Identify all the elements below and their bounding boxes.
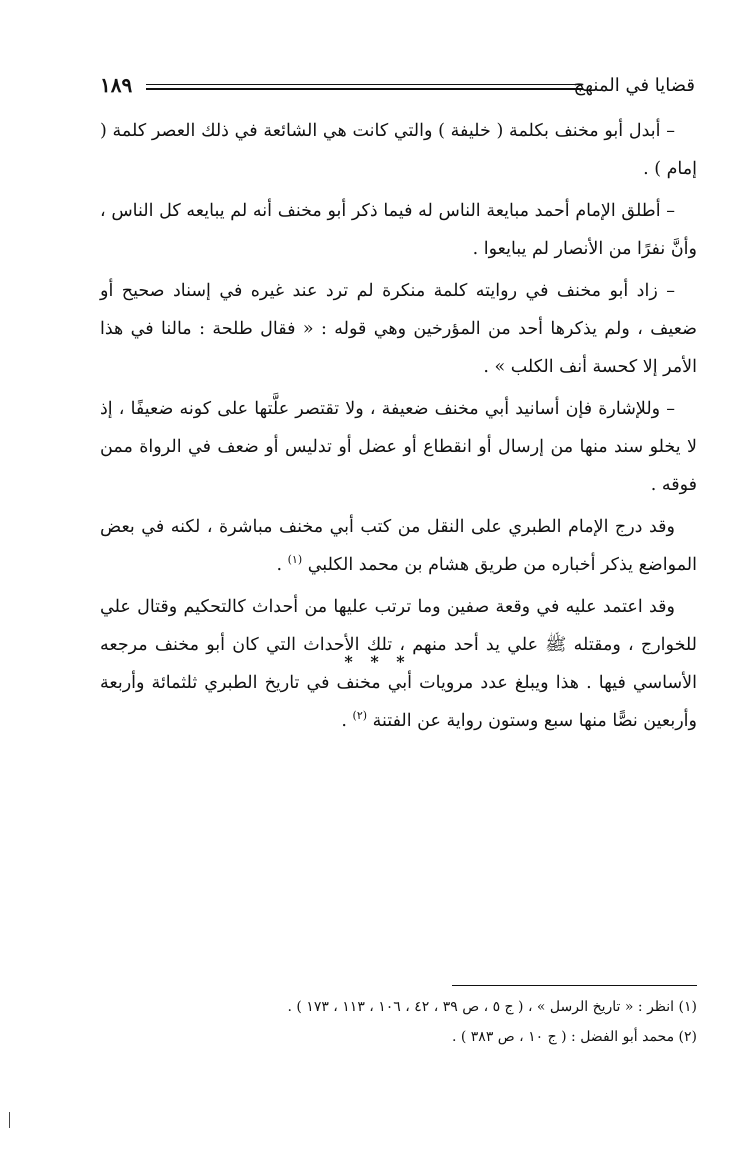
page-header	[100, 70, 695, 104]
scan-margin-mark	[9, 1112, 10, 1128]
page-number: ١٨٩	[100, 73, 133, 97]
body-text	[100, 112, 697, 744]
footnote-2: (٢) محمد أبو الفضل : ( ج ١٠ ، ص ٣٨٣ ) .	[451, 1029, 697, 1045]
paragraph-5	[100, 508, 697, 584]
paragraph-3: – زاد أبو مخنف في روايته كلمة منكرة لم ترد عند غيره في إسناد صحيح أو ضعيف ، ولم يذكرها أحد من المؤرخين وهي قوله : « فقال طلحة : مالنا في هذا الأمر إلا كحسة أنف الكلب » .	[100, 281, 697, 377]
paragraph-5-end: .	[276, 555, 288, 575]
section-separator: * * *	[344, 652, 411, 671]
footnote-rule	[452, 985, 697, 986]
footnote-ref-2[interactable]: (٢)	[352, 709, 368, 723]
paragraph-6-end: .	[341, 711, 353, 731]
footnotes	[100, 992, 697, 1052]
paragraph-6-text: وقد اعتمد عليه في وقعة صفين وما ترتب عليها من أحداث كالتحكيم وقتال علي للخوارج ، ومقتله ﷺ علي يد أحد منهم ، تلك الأحداث التي كان أبو مخنف مرجعه الأساسي فيها . هذا ويبلغ عدد مرويات أبي مخنف في تاريخ الطبري ثلثمائة وأربعة وأربعين نصًّا منها سبع وستون رواية عن الفتنة	[100, 597, 697, 731]
running-title: قضايا في المنهج	[573, 75, 695, 96]
paragraph-1: – أبدل أبو مخنف بكلمة ( خليفة ) والتي كانت هي الشائعة في ذلك العصر كلمة ( إمام ) .	[100, 121, 697, 179]
paragraph-4: – وللإشارة فإن أسانيد أبي مخنف ضعيفة ، ولا تقتصر علَّتها على كونه ضعيفًا ، إذ لا يخلو سند منها من إرسال أو انقطاع أو عضل أو تدليس أو ضعف في الرواة ممن فوقه .	[100, 399, 697, 495]
paragraph-2: – أطلق الإمام أحمد مبايعة الناس له فيما ذكر أبو مخنف أنه لم يبايعه كل الناس ، وأنَّ نفرًا من الأنصار لم يبايعوا .	[100, 201, 697, 259]
header-rule	[146, 84, 583, 90]
paragraph-5-text: وقد درج الإمام الطبري على النقل من كتب أبي مخنف مباشرة ، لكنه في بعض المواضع يذكر أخباره من طريق هشام بن محمد الكلبي	[100, 517, 697, 575]
footnote-ref-1[interactable]: (١)	[287, 553, 303, 567]
footnote-1: (١) انظر : « تاريخ الرسل » ، ( ج ٥ ، ص ٣٩ ، ٤٢ ، ١٠٦ ، ١١٣ ، ١٧٣ ) .	[287, 999, 697, 1015]
